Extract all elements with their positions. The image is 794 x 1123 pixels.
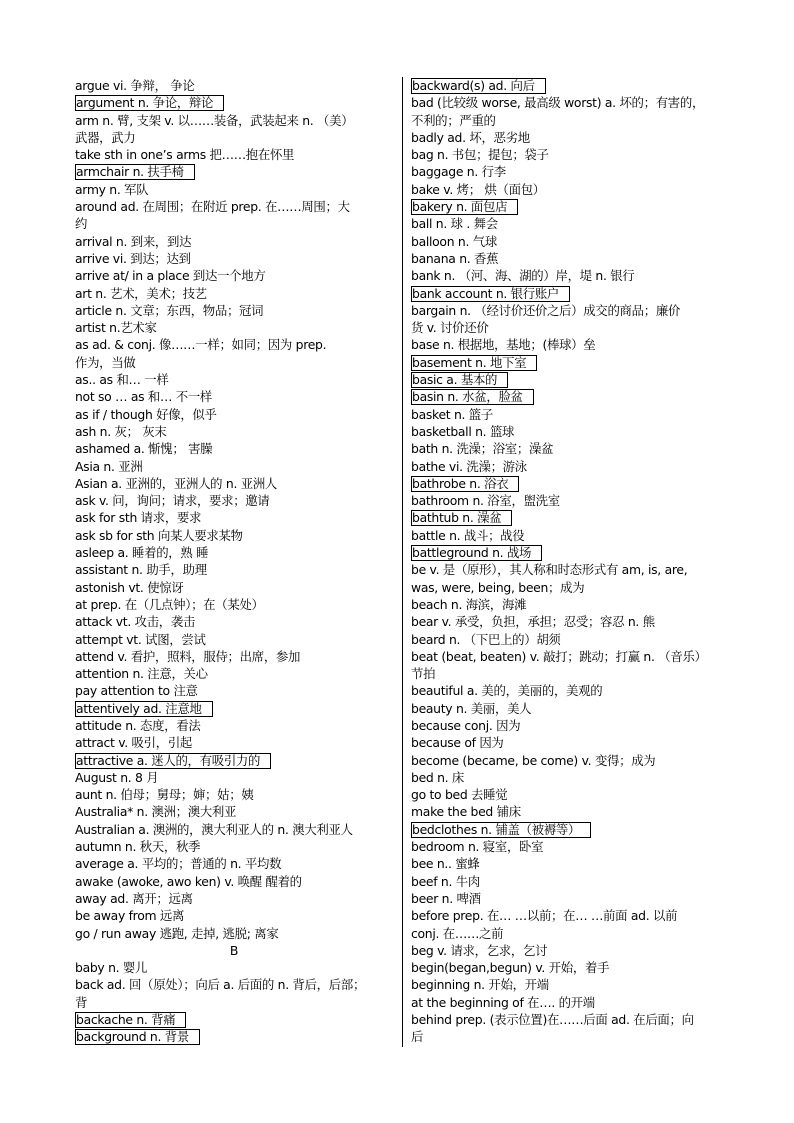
entry-line: [411, 717, 729, 734]
entry-line: [75, 544, 393, 561]
boxed-entry-text: battleground n. 战场: [411, 545, 542, 561]
entry-text: around ad. 在周围；在附近 prep. 在……周围；大: [75, 199, 350, 215]
entry-line: [75, 440, 393, 457]
entry-line: [75, 354, 393, 371]
entry-line: [75, 423, 393, 440]
entry-line: [75, 873, 393, 890]
entry-line: [411, 509, 729, 526]
entry-line: [411, 855, 729, 872]
entry-text: as.. as 和… 一样: [75, 372, 169, 388]
entry-text: make the bed 铺床: [411, 804, 521, 820]
entry-text: attention n. 注意，关心: [75, 666, 208, 682]
entry-line: [411, 682, 729, 699]
entry-text: beginning n. 开始，开端: [411, 977, 549, 993]
entry-line: [75, 596, 393, 613]
entry-line: [75, 198, 393, 215]
entry-line: [411, 319, 729, 336]
entry-line: [411, 388, 729, 405]
entry-line: [75, 112, 393, 129]
entry-line: [411, 250, 729, 267]
entry-text: 约: [75, 216, 88, 232]
entry-text: beg v. 请求，乞求，乞讨: [411, 942, 548, 958]
entry-text: base n. 根据地，基地；(棒球）垒: [411, 337, 596, 353]
entry-line: [411, 1011, 729, 1028]
entry-text: ball n. 球 . 舞会: [411, 216, 498, 232]
entry-line: [75, 475, 393, 492]
entry-text: because of 因为: [411, 735, 504, 751]
entry-line: [75, 527, 393, 544]
entry-line: [75, 250, 393, 267]
entry-line: [411, 163, 729, 180]
entry-text: ash n. 灰； 灰末: [75, 423, 167, 439]
entry-text: begin(began,begun) v. 开始，着手: [411, 960, 610, 976]
entry-line: [75, 267, 393, 284]
entry-line: [75, 336, 393, 353]
entry-text: as if / though 好像，似乎: [75, 406, 217, 422]
entry-line: [411, 561, 729, 578]
entry-line: [75, 1028, 393, 1045]
entry-line: [75, 129, 393, 146]
boxed-entry-text: bathtub n. 澡盆: [411, 510, 512, 526]
entry-text: at prep. 在（几点钟）；在（某处）: [75, 596, 264, 612]
entry-line: [75, 890, 393, 907]
entry-line: [411, 129, 729, 146]
entry-line: [75, 769, 393, 786]
entry-line: [411, 354, 729, 371]
entry-text: as ad. & conj. 像……一样；如同；因为 prep.: [75, 337, 327, 353]
entry-line: [75, 146, 393, 163]
entry-line: [411, 94, 729, 111]
entry-line: [411, 665, 729, 682]
entry-line: [411, 458, 729, 475]
entry-text: argue vi. 争辩， 争论: [75, 78, 195, 93]
entry-line: [411, 440, 729, 457]
entry-text: 作为，当做: [75, 354, 136, 370]
entry-text: 武器，武力: [75, 129, 136, 145]
entry-line: [75, 682, 393, 699]
entry-line: [75, 285, 393, 302]
entry-line: [411, 890, 729, 907]
entry-text: beautiful a. 美的，美丽的，美观的: [411, 683, 603, 699]
entry-line: [411, 873, 729, 890]
entry-text: Asian a. 亚洲的，亚洲人的 n. 亚洲人: [75, 475, 277, 491]
entry-text: basketball n. 篮球: [411, 423, 515, 439]
entry-line: [75, 233, 393, 250]
entry-line: [411, 77, 729, 94]
entry-line: [75, 786, 393, 803]
entry-line: [411, 613, 729, 630]
entry-text: 背: [75, 994, 88, 1010]
entry-text: ask v. 问，询问；请求，要求；邀请: [75, 493, 270, 509]
entry-line: [411, 631, 729, 648]
entry-text: army n. 军队: [75, 181, 149, 197]
entry-text: battle n. 战斗；战役: [411, 527, 525, 543]
entry-text: back ad. 回（原处）；向后 a. 后面的 n. 背后，后部；: [75, 977, 366, 993]
entry-line: [75, 838, 393, 855]
entry-line: [411, 492, 729, 509]
entry-text: Asia n. 亚洲: [75, 458, 143, 474]
entry-text: beauty n. 美丽，美人: [411, 700, 532, 716]
entry-text: average a. 平均的；普通的 n. 平均数: [75, 856, 282, 872]
entry-line: [411, 1028, 729, 1045]
entry-line: [75, 509, 393, 526]
entry-line: [411, 786, 729, 803]
boxed-entry-text: attentively ad. 注意地: [75, 701, 213, 717]
entry-line: [75, 717, 393, 734]
entry-line: [411, 267, 729, 284]
entry-line: [411, 146, 729, 163]
entry-line: [75, 561, 393, 578]
entry-line: [75, 665, 393, 682]
entry-line: [411, 406, 729, 423]
entry-text: bear v. 承受，负担，承担；忍受；容忍 n. 熊: [411, 614, 655, 630]
entry-text: August n. 8 月: [75, 769, 159, 785]
boxed-entry-text: bank account n. 银行账户: [411, 286, 570, 302]
entry-line: [411, 752, 729, 769]
entry-line: [411, 198, 729, 215]
entry-text: go / run away 逃跑, 走掉, 逃脱; 离家: [75, 925, 279, 941]
entry-text: bad (比较级 worse, 最高级 worst) a. 坏的；有害的，: [411, 95, 705, 111]
entry-text: bathe vi. 洗澡；游泳: [411, 458, 527, 474]
column-divider: [402, 77, 403, 1047]
boxed-entry-text: basin n. 水盆，脸盆: [411, 389, 534, 405]
entry-text: Australian a. 澳洲的，澳大利亚人的 n. 澳大利亚人: [75, 821, 353, 837]
entry-text: attack vt. 攻击，袭击: [75, 614, 196, 630]
entry-line: [411, 648, 729, 665]
entry-text: 不利的；严重的: [411, 112, 496, 128]
entry-line: [75, 631, 393, 648]
left-column: [75, 77, 393, 1046]
entry-line: [75, 734, 393, 751]
entry-line: [75, 406, 393, 423]
entry-text: badly ad. 坏，恶劣地: [411, 129, 530, 145]
entry-text: autumn n. 秋天，秋季: [75, 839, 201, 855]
entry-line: [75, 371, 393, 388]
boxed-entry-text: bakery n. 面包店: [411, 199, 518, 215]
entry-text: pay attention to 注意: [75, 683, 198, 699]
entry-line: [411, 475, 729, 492]
entry-line: [411, 233, 729, 250]
entry-text: bag n. 书包；提包；袋子: [411, 147, 549, 163]
boxed-entry-text: bathrobe n. 浴衣: [411, 476, 519, 492]
entry-text: beef n. 牛肉: [411, 873, 480, 889]
entry-line: [411, 959, 729, 976]
entry-line: [75, 613, 393, 630]
entry-line: [75, 388, 393, 405]
entry-text: 货 v. 讨价还价: [411, 320, 489, 336]
entry-line: [411, 821, 729, 838]
entry-line: [411, 838, 729, 855]
entry-text: asleep a. 睡着的，熟 睡: [75, 545, 209, 561]
boxed-entry-text: basement n. 地下室: [411, 355, 537, 371]
entry-text: banana n. 香蕉: [411, 250, 499, 266]
entry-line: [411, 112, 729, 129]
boxed-entry-text: basic a. 基本的: [411, 372, 508, 388]
entry-line: [75, 752, 393, 769]
entry-line: [75, 215, 393, 232]
boxed-entry-text: backward(s) ad. 向后: [411, 78, 546, 94]
entry-text: ask sb for sth 向某人要求某物: [75, 527, 243, 543]
entry-text: before prep. 在… …以前；在… …前面 ad. 以前: [411, 908, 678, 924]
entry-text: bee n.. 蜜蜂: [411, 856, 480, 872]
entry-text: attract v. 吸引，引起: [75, 735, 193, 751]
boxed-entry-text: armchair n. 扶手椅: [75, 164, 195, 180]
entry-text: baby n. 婴儿: [75, 960, 148, 976]
entry-line: [411, 596, 729, 613]
entry-text: away ad. 离开；远离: [75, 890, 193, 906]
entry-line: [411, 215, 729, 232]
entry-line: [75, 959, 393, 976]
entry-text: bake v. 烤； 烘（面包）: [411, 181, 545, 197]
entry-line: [75, 1011, 393, 1028]
boxed-entry-text: attractive a. 迷人的，有吸引力的: [75, 753, 271, 769]
entry-text: arrive at/ in a place 到达一个地方: [75, 268, 266, 284]
entry-text: be v. 是（原形），其人称和时态形式有 am, is, are,: [411, 562, 688, 578]
entry-text: become (became, be come) v. 变得；成为: [411, 752, 656, 768]
entry-line: [411, 907, 729, 924]
entry-line: [411, 769, 729, 786]
entry-line: [411, 976, 729, 993]
entry-text: beat (beat, beaten) v. 敲打；跳动；打赢 n. （音乐）: [411, 648, 707, 664]
entry-line: [75, 458, 393, 475]
entry-text: ask for sth 请求，要求: [75, 510, 202, 526]
entry-line: [411, 994, 729, 1011]
entry-text: astonish vt. 使惊讶: [75, 579, 184, 595]
entry-line: [411, 527, 729, 544]
entry-line: [75, 319, 393, 336]
entry-text: bargain n. （经讨价还价之后）成交的商品；廉价: [411, 302, 680, 318]
entry-line: [75, 579, 393, 596]
entry-text: attend v. 看护，照料，服侍；出席，参加: [75, 648, 301, 664]
entry-line: [411, 700, 729, 717]
entry-line: [411, 579, 729, 596]
entry-text: behind prep. (表示位置)在……后面 ad. 在后面；向: [411, 1012, 694, 1028]
entry-text: attempt vt. 试图，尝试: [75, 631, 206, 647]
entry-line: [75, 492, 393, 509]
entry-text: aunt n. 伯母；舅母；婶；姑；姨: [75, 787, 254, 803]
entry-text: artist n.艺术家: [75, 320, 157, 336]
entry-line: [75, 94, 393, 111]
entry-line: [75, 855, 393, 872]
entry-line: [411, 734, 729, 751]
entry-line: [411, 336, 729, 353]
entry-text: bath n. 洗澡；浴室；澡盆: [411, 441, 554, 457]
entry-text: Australia* n. 澳洲；澳大利亚: [75, 804, 237, 820]
entry-text: article n. 文章；东西，物品；冠词: [75, 302, 264, 318]
entry-text: bed n. 床: [411, 769, 465, 785]
entry-text: beard n. （下巴上的）胡须: [411, 631, 561, 647]
entry-line: [75, 976, 393, 993]
entry-line: [411, 423, 729, 440]
entry-line: [75, 907, 393, 924]
entry-text: bathroom n. 浴室，盥洗室: [411, 493, 560, 509]
entry-text: be away from 远离: [75, 908, 185, 924]
entry-line: [411, 302, 729, 319]
entry-line: [411, 544, 729, 561]
entry-line: [411, 942, 729, 959]
entry-line: [75, 77, 393, 94]
entry-text: beer n. 啤酒: [411, 890, 481, 906]
boxed-entry-text: argument n. 争论，辩论: [75, 95, 224, 111]
entry-line: [75, 648, 393, 665]
entry-line: [75, 803, 393, 820]
entry-text: bank n. （河、海、湖的）岸，堤 n. 银行: [411, 268, 635, 284]
entry-text: because conj. 因为: [411, 717, 521, 733]
section-letter-heading: [75, 942, 393, 959]
entry-text: not so … as 和… 不一样: [75, 389, 213, 405]
entry-text: art n. 艺术，美术；技艺: [75, 285, 207, 301]
boxed-entry-text: backache n. 背痛: [75, 1012, 186, 1028]
entry-text: assistant n. 助手，助理: [75, 562, 207, 578]
entry-text: go to bed 去睡觉: [411, 787, 508, 803]
entry-line: [411, 181, 729, 198]
entry-text: arrival n. 到来，到达: [75, 233, 192, 249]
entry-text: B: [229, 942, 239, 958]
entry-text: at the beginning of 在…. 的开端: [411, 994, 595, 1010]
entry-text: was, were, being, been；成为: [411, 579, 585, 595]
entry-line: [75, 700, 393, 717]
entry-line: [75, 925, 393, 942]
boxed-entry-text: background n. 背景: [75, 1029, 200, 1045]
entry-text: awake (awoke, awo ken) v. 唤醒 醒着的: [75, 873, 302, 889]
entry-line: [75, 994, 393, 1011]
boxed-entry-text: bedclothes n. 铺盖（被褥等）: [411, 822, 591, 838]
entry-line: [411, 803, 729, 820]
entry-text: 后: [411, 1029, 424, 1045]
entry-line: [75, 821, 393, 838]
entry-text: 节拍: [411, 666, 436, 682]
entry-text: baggage n. 行李: [411, 164, 506, 180]
right-column: [411, 77, 729, 1046]
entry-text: bedroom n. 寝室，卧室: [411, 839, 544, 855]
entry-text: take sth in one’s arms 把……抱在怀里: [75, 147, 295, 163]
entry-text: attitude n. 态度，看法: [75, 717, 201, 733]
entry-line: [411, 371, 729, 388]
entry-line: [411, 285, 729, 302]
entry-text: basket n. 篮子: [411, 406, 493, 422]
entry-text: beach n. 海滨，海滩: [411, 596, 527, 612]
entry-line: [411, 925, 729, 942]
entry-text: conj. 在……之前: [411, 925, 504, 941]
entry-line: [75, 302, 393, 319]
entry-line: [75, 163, 393, 180]
entry-text: ashamed a. 惭愧； 害臊: [75, 441, 213, 457]
entry-text: arm n. 臂, 支架 v. 以……装备，武装起来 n. （美）: [75, 112, 354, 128]
entry-text: balloon n. 气球: [411, 233, 497, 249]
entry-line: [75, 181, 393, 198]
entry-text: arrive vi. 到达；达到: [75, 250, 191, 266]
